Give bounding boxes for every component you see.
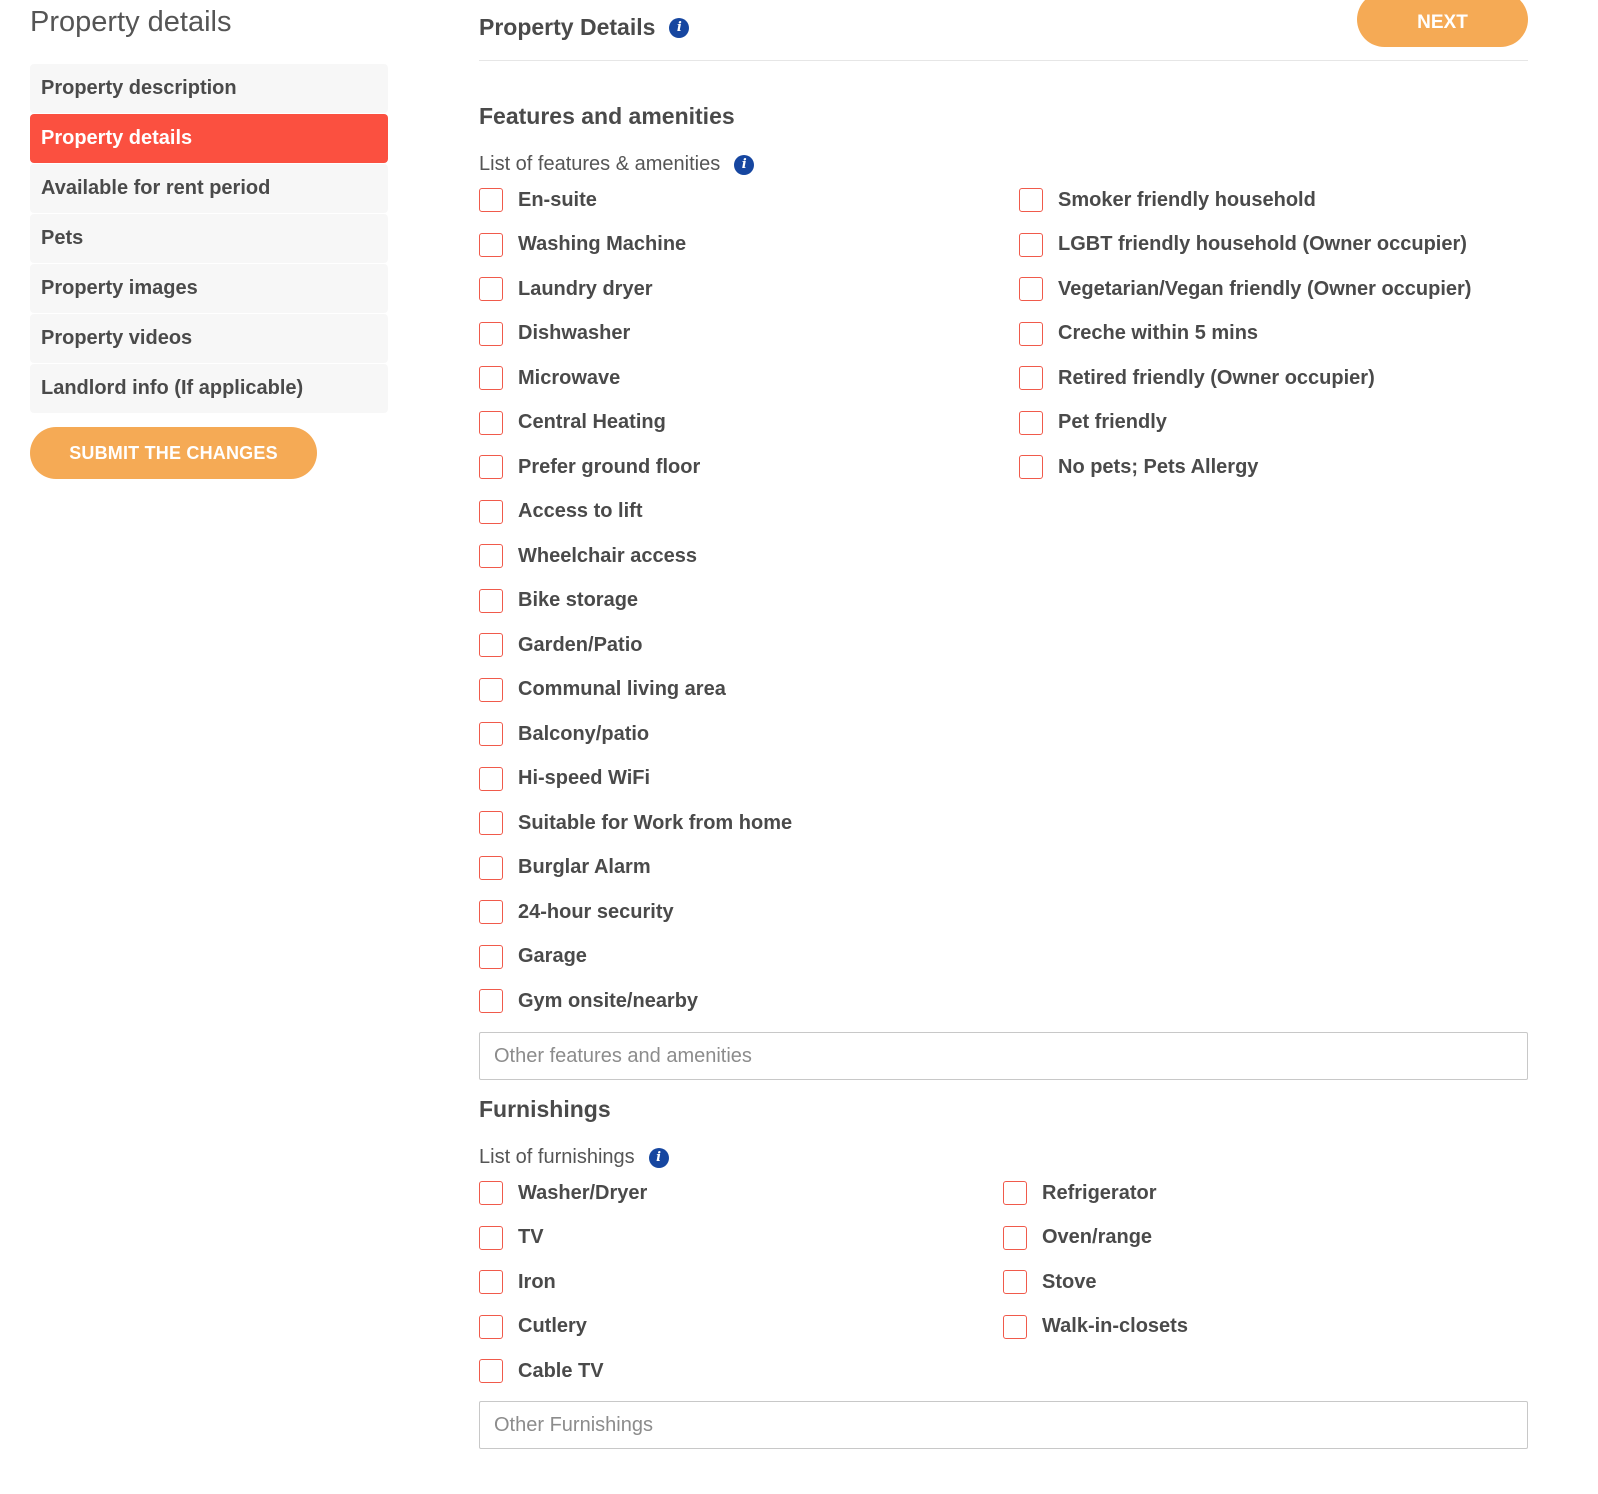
checkbox-option-cable-tv[interactable] (479, 1358, 604, 1384)
checkbox[interactable] (1019, 233, 1043, 257)
checkbox-label: Cutlery (518, 1315, 587, 1337)
checkbox-option-creche-within-5-mins[interactable] (1019, 321, 1258, 347)
checkbox-label: Stove (1042, 1270, 1097, 1293)
checkbox-label: Bike storage (518, 589, 639, 611)
checkbox-label: Creche within 5 mins (1058, 322, 1259, 344)
checkbox[interactable] (479, 989, 503, 1013)
checkbox-option-refrigerator[interactable] (1003, 1180, 1156, 1206)
checkbox-option-microwave[interactable] (479, 365, 620, 391)
sidebar-title: Property details (30, 6, 232, 38)
checkbox-option-tv[interactable] (479, 1225, 544, 1251)
checkbox-label: No pets; Pets Allergy (1058, 455, 1259, 478)
checkbox-option-suitable-for-work-from-home[interactable] (479, 810, 792, 836)
checkbox[interactable] (479, 277, 503, 301)
checkbox-option-dishwasher[interactable] (479, 321, 630, 347)
furnishings-heading: Furnishings (479, 1096, 611, 1122)
checkbox-label: Access to lift (518, 500, 643, 522)
checkbox[interactable] (479, 811, 503, 835)
checkbox-option-iron[interactable] (479, 1269, 556, 1295)
checkbox-label: LGBT friendly household (Owner occupier) (1058, 233, 1467, 255)
checkbox-label: Prefer ground floor (518, 455, 701, 478)
checkbox-label: Walk-in-closets (1042, 1315, 1188, 1337)
checkbox-option-oven-range[interactable] (1003, 1225, 1152, 1251)
checkbox-label: 24-hour security (518, 900, 674, 923)
checkbox[interactable] (479, 589, 503, 613)
info-icon[interactable]: i (669, 18, 689, 38)
checkbox-label: Hi-speed WiFi (518, 767, 651, 789)
features-list-label (479, 153, 754, 176)
checkbox-label: Wheelchair access (518, 544, 697, 567)
checkbox[interactable] (1019, 366, 1043, 390)
checkbox-option-pet-friendly[interactable] (1019, 410, 1167, 436)
sidebar-nav (30, 64, 388, 414)
sidebar-item-property-description[interactable]: Property description (30, 64, 388, 113)
checkbox[interactable] (479, 500, 503, 524)
checkbox[interactable] (479, 1270, 503, 1294)
checkbox-option-smoker-friendly-household[interactable] (1019, 187, 1316, 213)
sidebar-item-property-details[interactable]: Property details (30, 114, 388, 163)
checkbox-label: Garden/Patio (518, 633, 643, 656)
checkbox[interactable] (479, 366, 503, 390)
checkbox-option-no-pets-pets-allergy[interactable] (1019, 454, 1258, 480)
checkbox-label: Central Heating (518, 411, 666, 433)
sidebar-item-available-for-rent-period[interactable]: Available for rent period (30, 164, 388, 213)
checkbox[interactable] (479, 900, 503, 924)
checkbox-label: Cable TV (518, 1359, 604, 1382)
checkbox[interactable] (1003, 1226, 1027, 1250)
checkbox-option-balcony-patio[interactable] (479, 721, 649, 747)
checkbox-label: Gym onsite/nearby (518, 989, 699, 1012)
page-title (479, 14, 689, 41)
checkbox-option-lgbt-friendly-household-owner-occupier[interactable] (1019, 232, 1467, 258)
checkbox-label: En-suite (518, 188, 597, 211)
other-features-input[interactable] (479, 1032, 1528, 1080)
info-icon[interactable]: i (734, 155, 754, 175)
checkbox-option-bike-storage[interactable] (479, 588, 638, 614)
checkbox-label: Washing Machine (518, 233, 687, 255)
checkbox-option-washer-dryer[interactable] (479, 1180, 647, 1206)
other-furnishings-input[interactable] (479, 1401, 1528, 1449)
checkbox-option-stove[interactable] (1003, 1269, 1096, 1295)
checkbox[interactable] (1019, 455, 1043, 479)
checkbox-label: Burglar Alarm (518, 856, 651, 878)
checkbox-option-central-heating[interactable] (479, 410, 666, 436)
checkbox-label: Vegetarian/Vegan friendly (Owner occupier) (1058, 277, 1472, 300)
checkbox-option-garden-patio[interactable] (479, 632, 642, 658)
checkbox-label: Garage (518, 945, 587, 967)
checkbox-label: TV (518, 1226, 544, 1248)
sidebar-item-property-images[interactable]: Property images (30, 264, 388, 313)
checkbox[interactable] (479, 678, 503, 702)
checkbox[interactable] (479, 188, 503, 212)
sidebar-item-landlord-info[interactable]: Landlord info (If applicable) (30, 364, 388, 413)
checkbox-label: Iron (518, 1270, 556, 1293)
checkbox-label: Retired friendly (Owner occupier) (1058, 366, 1375, 389)
checkbox-label: Pet friendly (1058, 411, 1167, 433)
checkbox-option-walk-in-closets[interactable] (1003, 1314, 1188, 1340)
checkbox-option-hi-speed-wifi[interactable] (479, 766, 650, 792)
checkbox[interactable] (479, 1181, 503, 1205)
furnishings-list-label-text: List of furnishings (479, 1146, 635, 1168)
checkbox-option-laundry-dryer[interactable] (479, 276, 652, 302)
checkbox-option-access-to-lift[interactable] (479, 499, 642, 525)
checkbox[interactable] (1003, 1315, 1027, 1339)
checkbox[interactable] (479, 1315, 503, 1339)
checkbox-label: Dishwasher (518, 322, 631, 344)
checkbox-label: Microwave (518, 366, 621, 389)
checkbox-option-wheelchair-access[interactable] (479, 543, 697, 569)
checkbox-option-retired-friendly-owner-occupier[interactable] (1019, 365, 1375, 391)
checkbox-option-cutlery[interactable] (479, 1314, 587, 1340)
checkbox[interactable] (1019, 277, 1043, 301)
checkbox-option-en-suite[interactable] (479, 187, 597, 213)
checkbox[interactable] (479, 411, 503, 435)
sidebar-item-property-videos[interactable]: Property videos (30, 314, 388, 363)
checkbox[interactable] (1003, 1181, 1027, 1205)
checkbox-option-24-hour-security[interactable] (479, 899, 674, 925)
checkbox-option-garage[interactable] (479, 944, 587, 970)
checkbox-option-communal-living-area[interactable] (479, 677, 726, 703)
checkbox[interactable] (1019, 188, 1043, 212)
checkbox[interactable] (479, 722, 503, 746)
submit-changes-button[interactable]: SUBMIT THE CHANGES (30, 427, 317, 479)
checkbox[interactable] (1019, 322, 1043, 346)
checkbox[interactable] (479, 455, 503, 479)
checkbox-option-washing-machine[interactable] (479, 232, 686, 258)
checkbox-option-prefer-ground-floor[interactable] (479, 454, 700, 480)
checkbox-label: Smoker friendly household (1058, 188, 1316, 211)
info-icon[interactable]: i (649, 1148, 669, 1168)
checkbox-label: Refrigerator (1042, 1181, 1157, 1204)
page-title-text: Property Details (479, 14, 656, 40)
furnishings-list-label (479, 1146, 669, 1169)
checkbox[interactable] (479, 322, 503, 346)
checkbox[interactable] (479, 544, 503, 568)
checkbox[interactable] (479, 633, 503, 657)
checkbox-option-gym-onsite-nearby[interactable] (479, 988, 698, 1014)
checkbox[interactable] (479, 233, 503, 257)
checkbox-option-vegetarian-vegan-friendly-owner-occupier[interactable] (1019, 276, 1471, 302)
sidebar-item-pets[interactable]: Pets (30, 214, 388, 263)
checkbox-option-burglar-alarm[interactable] (479, 855, 651, 881)
checkbox[interactable] (479, 945, 503, 969)
checkbox[interactable] (479, 767, 503, 791)
checkbox-label: Suitable for Work from home (518, 811, 793, 834)
next-button[interactable]: NEXT (1357, 0, 1528, 47)
checkbox[interactable] (1003, 1270, 1027, 1294)
checkbox-label: Laundry dryer (518, 277, 653, 300)
features-list-label-text: List of features & amenities (479, 153, 721, 175)
checkbox-label: Oven/range (1042, 1226, 1153, 1248)
features-heading: Features and amenities (479, 103, 735, 129)
checkbox[interactable] (1019, 411, 1043, 435)
checkbox[interactable] (479, 1359, 503, 1383)
checkbox[interactable] (479, 1226, 503, 1250)
checkbox-label: Balcony/patio (518, 722, 650, 745)
header-divider (479, 60, 1528, 61)
checkbox[interactable] (479, 856, 503, 880)
checkbox-label: Washer/Dryer (518, 1181, 648, 1204)
checkbox-label: Communal living area (518, 678, 726, 700)
